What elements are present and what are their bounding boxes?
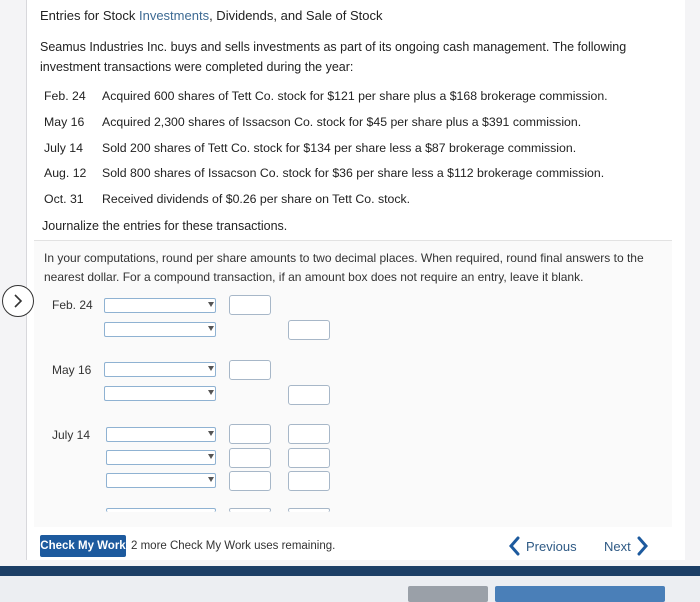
- entry-date-label: July 14: [52, 428, 91, 442]
- amount-input-partial[interactable]: [229, 508, 271, 512]
- page-title: [40, 8, 383, 23]
- entry-date-label: May 16: [52, 363, 92, 377]
- transaction-text: Sold 800 shares of Issacson Co. stock for $36 per share less a $112 brokerage commission.: [102, 166, 605, 180]
- transaction-row: [44, 141, 576, 155]
- dropdown-arrow-icon: [208, 390, 214, 395]
- bottom-bar: [0, 566, 700, 576]
- account-select[interactable]: [104, 386, 216, 401]
- debit-amount-input[interactable]: [229, 424, 271, 444]
- transaction-text: Acquired 600 shares of Tett Co. stock for $121 per share plus a $168 brokerage commission.: [102, 89, 608, 103]
- next-label: Next: [604, 538, 631, 554]
- amount-input-partial[interactable]: [288, 508, 330, 512]
- previous-label: Previous: [526, 538, 577, 554]
- check-my-work-button[interactable]: Check My Work: [40, 535, 126, 557]
- entry-date-label: Feb. 24: [52, 298, 93, 312]
- debit-amount-input[interactable]: [229, 448, 271, 468]
- title-text: Entries for Stock: [40, 8, 139, 23]
- account-select[interactable]: [104, 322, 216, 337]
- dropdown-arrow-icon: [208, 366, 214, 371]
- previous-button[interactable]: [508, 536, 577, 556]
- credit-amount-input[interactable]: [288, 385, 330, 405]
- account-select[interactable]: [104, 298, 216, 313]
- chevron-right-icon: [637, 536, 649, 556]
- transaction-row: [44, 192, 410, 206]
- transaction-date: May 16: [44, 115, 85, 129]
- remaining-uses-text: 2 more Check My Work uses remaining.: [131, 540, 336, 552]
- intro-text: Seamus Industries Inc. buys and sells investments as part of its ongoing cash management. The following investment transactions were completed during the year:: [40, 40, 627, 74]
- transaction-text: Sold 200 shares of Tett Co. stock for $134 per share less a $87 brokerage commission.: [102, 141, 577, 155]
- title-highlight-link[interactable]: Investments: [138, 8, 210, 23]
- dropdown-arrow-icon: [208, 454, 214, 459]
- credit-amount-input[interactable]: [288, 424, 330, 444]
- credit-amount-input[interactable]: [288, 320, 330, 340]
- transaction-date: July 14: [44, 141, 83, 155]
- transaction-text: Acquired 2,300 shares of Issacson Co. stock for $45 per share plus a $391 commission.: [102, 115, 582, 129]
- transaction-row: [44, 115, 581, 129]
- bottom-tab-active[interactable]: [495, 586, 665, 602]
- transaction-row: [44, 89, 608, 103]
- expand-chevron-button[interactable]: [2, 285, 34, 317]
- account-select[interactable]: [106, 473, 216, 488]
- credit-amount-input[interactable]: [288, 448, 330, 468]
- dropdown-arrow-icon: [208, 326, 214, 331]
- credit-amount-input[interactable]: [288, 471, 330, 491]
- next-button[interactable]: [604, 536, 649, 556]
- account-select-partial[interactable]: [106, 508, 216, 512]
- transaction-date: Oct. 31: [44, 192, 84, 206]
- transaction-row: [44, 166, 604, 180]
- account-select[interactable]: [106, 427, 216, 442]
- account-select[interactable]: [104, 362, 216, 377]
- dropdown-arrow-icon: [208, 477, 214, 482]
- debit-amount-input[interactable]: [229, 360, 271, 380]
- transaction-text: Received dividends of $0.26 per share on Tett Co. stock.: [102, 192, 411, 206]
- account-select[interactable]: [106, 450, 216, 465]
- bottom-tab[interactable]: [408, 586, 488, 602]
- title-text-rest: , Dividends, and Sale of Stock: [209, 8, 383, 23]
- transaction-date: Feb. 24: [44, 89, 86, 103]
- dropdown-arrow-icon: [208, 302, 214, 307]
- chevron-left-icon: [508, 536, 520, 556]
- journalize-instruction: Journalize the entries for these transactions.: [42, 219, 288, 233]
- debit-amount-input[interactable]: [229, 295, 271, 315]
- transaction-date: Aug. 12: [44, 166, 87, 180]
- debit-amount-input[interactable]: [229, 471, 271, 491]
- dropdown-arrow-icon: [208, 431, 214, 436]
- computation-instructions: In your computations, round per share amounts to two decimal places. When required, round final answers to the nearest dollar. For a compound transaction, if an amount box does not require an entry, leave it blank.: [44, 251, 644, 284]
- chevron-right-icon: [11, 294, 25, 308]
